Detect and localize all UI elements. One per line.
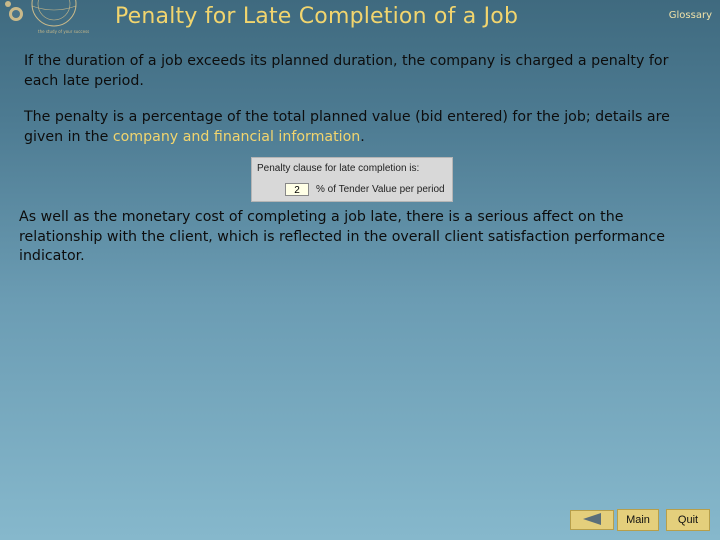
penalty-clause-panel [251,157,453,202]
logo-tagline: the study of your success [38,29,90,34]
penalty-unit-label: % of Tender Value per period [316,184,445,195]
back-button[interactable] [570,510,614,530]
page-title: Penalty for Late Completion of a Job [115,4,519,29]
company-financial-info-link[interactable]: company and financial information [112,128,361,145]
logo-globe-icon [2,0,122,40]
paragraph-penalty-text: The penalty is a percentage of the total planned value (bid entered) for the job; details are given in the [24,109,670,145]
main-button[interactable]: Main [617,509,659,531]
penalty-percentage-field: 2 [285,183,309,196]
paragraph-penalty-end: . [360,128,365,145]
paragraph-client-satisfaction: As well as the monetary cost of completing a job late, there is a serious affect on the relationship with the client, which is reflected in the overall client satisfaction performance indicator. [19,209,665,264]
penalty-clause-label: Penalty clause for late completion is: [257,163,420,174]
quit-button[interactable]: Quit [666,509,710,531]
glossary-link[interactable]: Glossary [668,10,712,21]
paragraph-penalty [24,108,704,147]
paragraph-duration: If the duration of a job exceeds its planned duration, the company is charged a penalty for each late period. [24,53,669,89]
logo [2,0,122,40]
back-arrow-icon [583,513,601,525]
